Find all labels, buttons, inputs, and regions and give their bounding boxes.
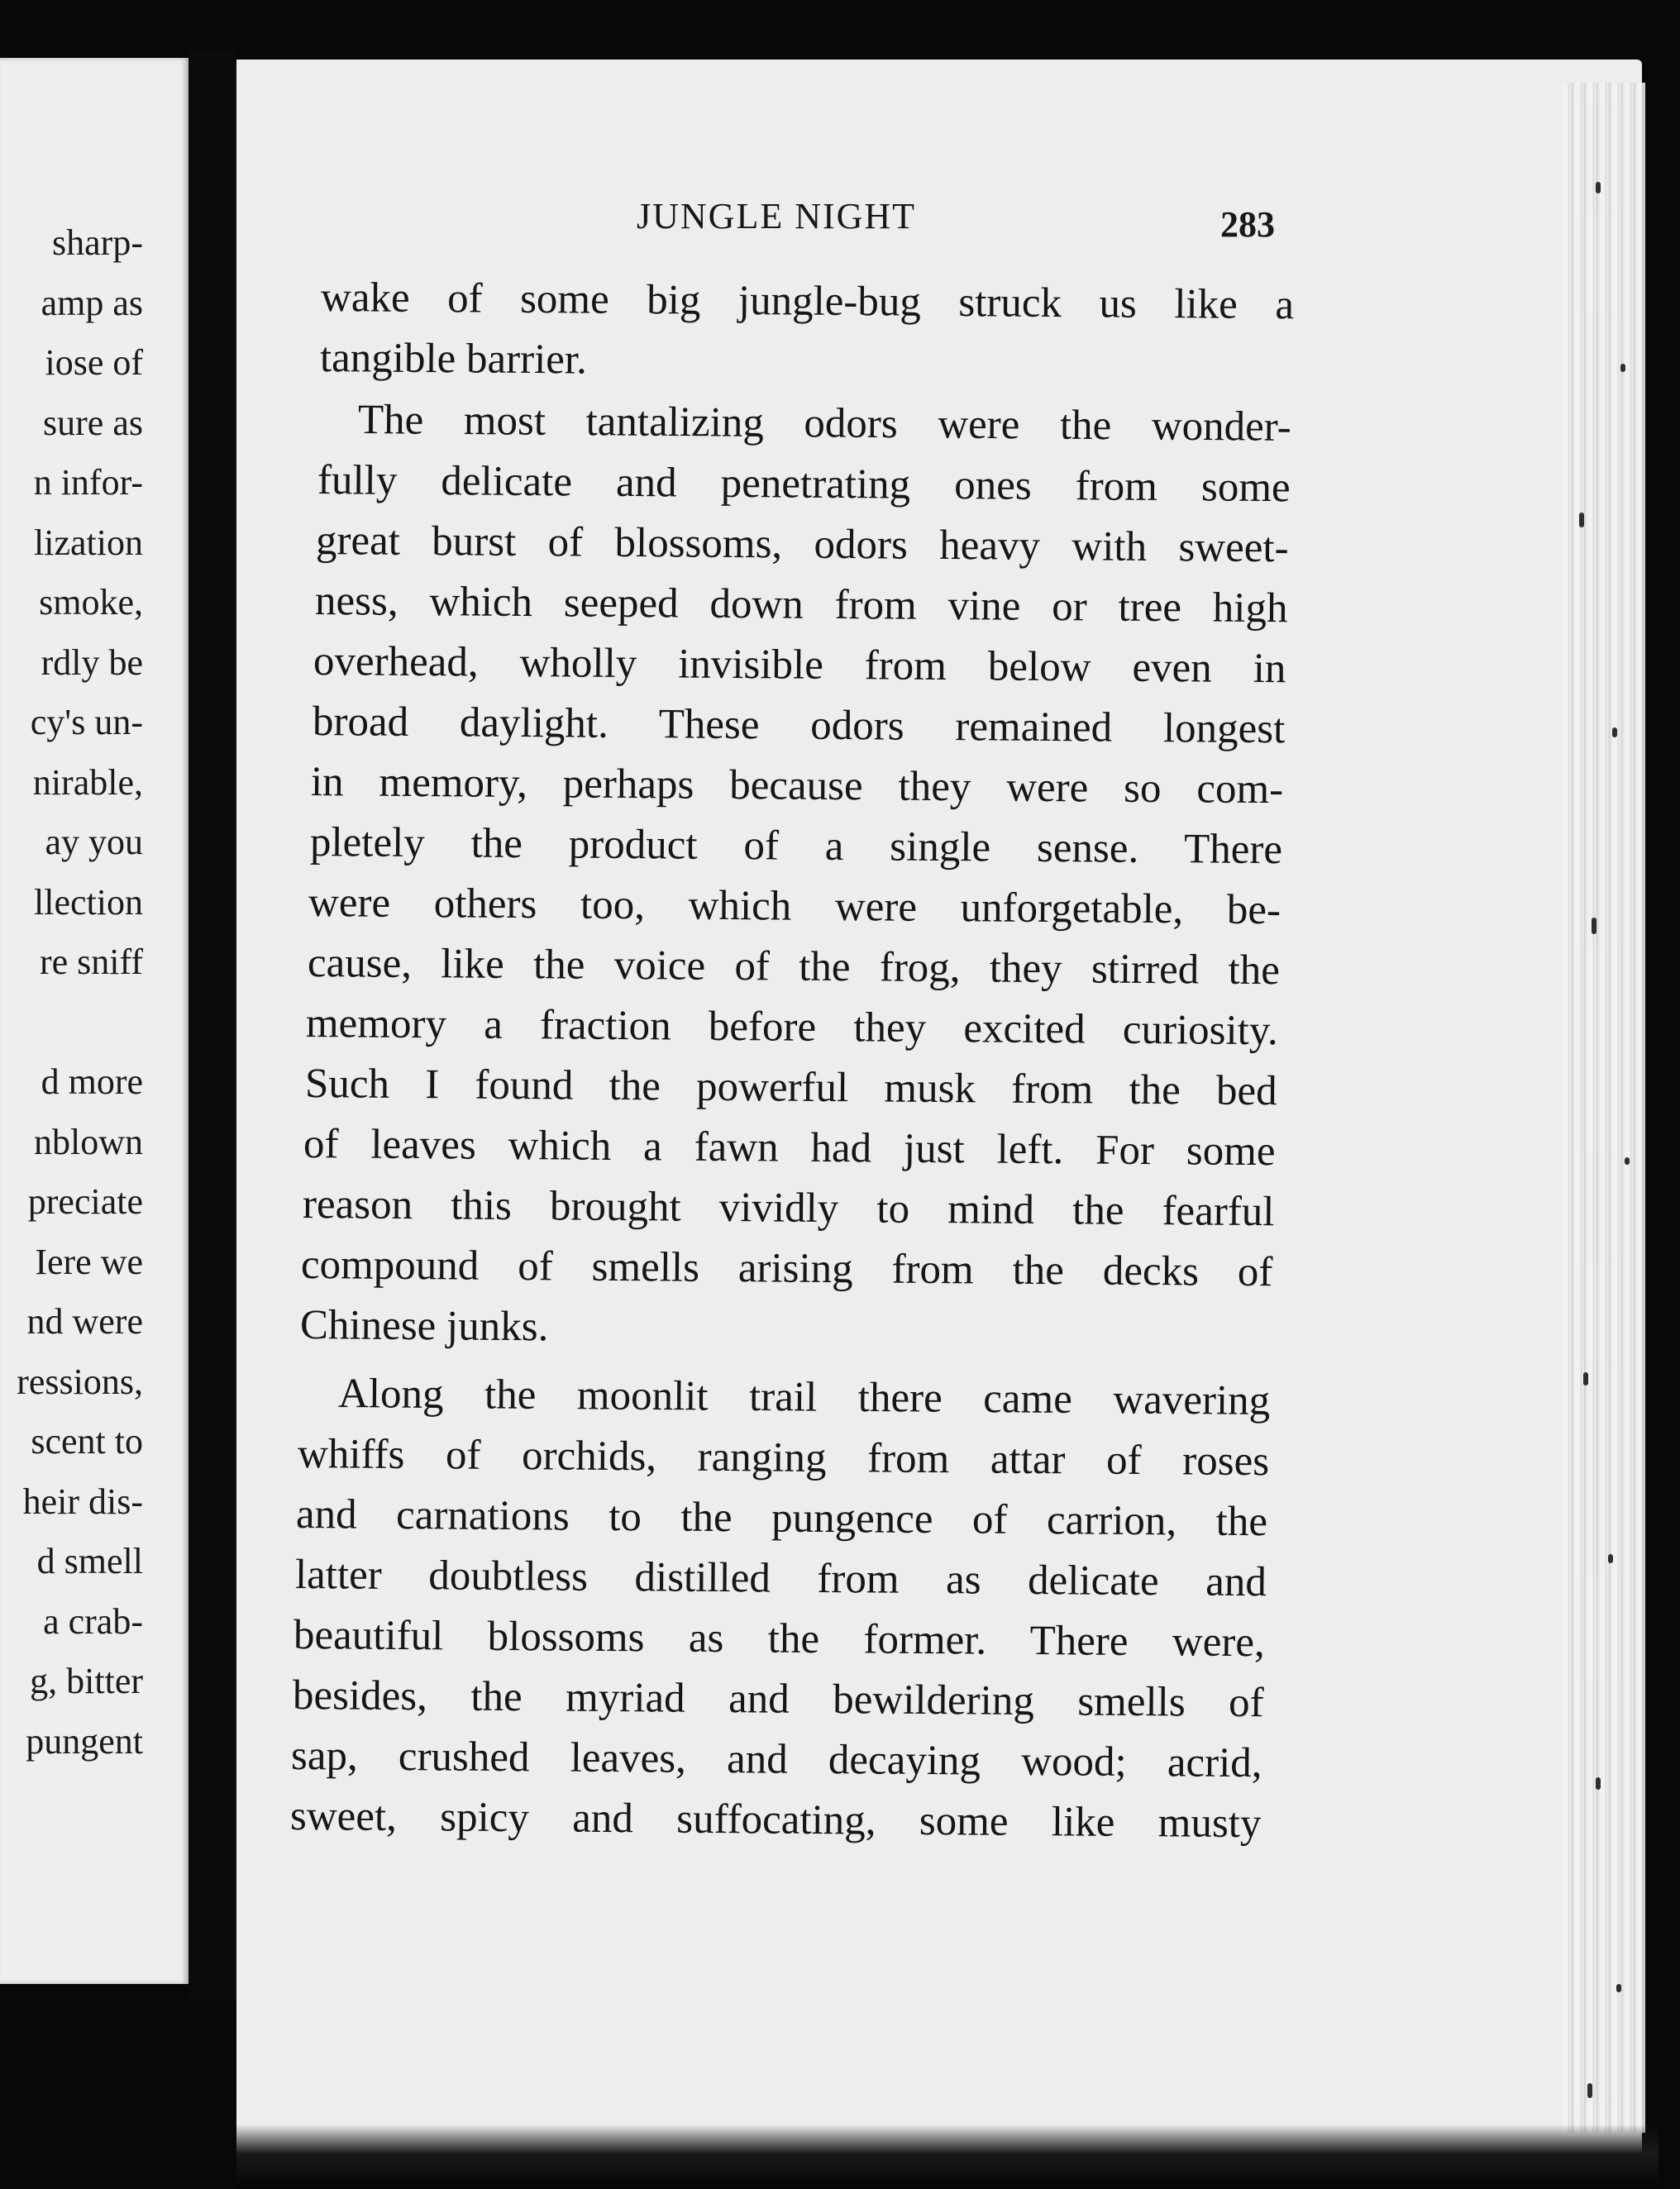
left-page-line: d more: [41, 1061, 143, 1102]
page-edge-mark: [1612, 727, 1617, 737]
text-line: The most tantalizing odors were the wonder-: [357, 397, 1291, 451]
page-edge-mark: [1587, 2083, 1592, 2098]
text-line: compound of smells arising from the decks of: [300, 1242, 1273, 1296]
text-line: besides, the myriad and bewildering smells of: [292, 1672, 1264, 1727]
page-edge-mark: [1620, 364, 1625, 372]
page-edge-mark: [1596, 182, 1601, 193]
left-page-line: nirable,: [32, 761, 143, 803]
text-line: wake of some big jungle-bug struck us like a: [320, 274, 1295, 329]
left-page-line: iose of: [45, 342, 143, 383]
text-line: whiffs of orchids, ranging from attar of roses: [297, 1431, 1269, 1486]
text-line: were others too, which were unforgetable, be-: [308, 880, 1281, 934]
text-line: Along the moonlit trail there came wavering: [337, 1371, 1271, 1424]
text-line: ness, which seeped down from vine or tree high: [314, 578, 1288, 632]
text-line: Chinese junks.: [299, 1302, 549, 1351]
text-line: tangible barrier.: [319, 335, 587, 384]
page-edge-mark: [1616, 1984, 1621, 1992]
page-edge-mark: [1596, 1777, 1601, 1790]
page-edge-mark: [1625, 1157, 1630, 1165]
bottom-shadow: [236, 2125, 1659, 2189]
page-edge-texture: [1563, 83, 1645, 2133]
text-line: in memory, perhaps because they were so com-: [310, 759, 1284, 813]
left-page-line: re sniff: [39, 942, 143, 982]
left-page-line: a crab-: [43, 1600, 143, 1642]
text-line: overhead, wholly invisible from below even in: [313, 638, 1286, 693]
text-line: sap, crushed leaves, and decaying wood; acrid,: [290, 1733, 1262, 1787]
left-page-line: nblown: [34, 1121, 143, 1162]
text-line: memory a fraction before they excited curiosity.: [305, 1000, 1278, 1055]
text-line: fully delicate and penetrating ones from some: [317, 457, 1291, 512]
left-page-line: lization: [34, 522, 143, 563]
left-page-line: sharp-: [52, 222, 143, 263]
text-line: and carnations to the pungence of carrion, the: [295, 1491, 1268, 1546]
left-page-line: d smell: [36, 1541, 143, 1581]
left-page-line: g, bitter: [30, 1661, 143, 1701]
left-page-line: nd were: [26, 1301, 143, 1342]
left-page-line: preciate: [27, 1181, 143, 1222]
left-page-line: cy's un-: [30, 702, 143, 742]
book-gutter: [189, 50, 236, 2001]
text-line: of leaves which a fawn had just left. For some: [303, 1121, 1276, 1176]
page-edge-mark: [1583, 1372, 1588, 1385]
text-line: Such I found the powerful musk from the bed: [304, 1061, 1277, 1115]
text-line: broad daylight. These odors remained longest: [312, 699, 1285, 753]
left-page-line: Iere we: [35, 1241, 143, 1282]
left-page-line: llection: [34, 881, 143, 923]
page-number: 283: [1220, 204, 1275, 245]
running-head: JUNGLE NIGHT: [637, 196, 917, 236]
left-page-line: heir dis-: [22, 1481, 143, 1522]
text-line: great burst of blossoms, odors heavy with sweet-: [315, 517, 1289, 572]
page-edge-mark: [1579, 513, 1584, 527]
page-edge-mark: [1608, 1554, 1613, 1563]
left-page-line: sure as: [43, 402, 143, 443]
left-page-line: n infor-: [33, 462, 143, 503]
left-page-line: smoke,: [39, 582, 143, 622]
left-facing-page: [0, 58, 189, 1984]
text-line: pletely the product of a single sense. There: [309, 819, 1282, 874]
page-edge-mark: [1592, 918, 1596, 934]
left-page-line: amp as: [41, 282, 143, 323]
left-page-line: ressions,: [17, 1361, 143, 1402]
text-line: sweet, spicy and suffocating, some like musty: [289, 1793, 1262, 1848]
left-page-line: scent to: [31, 1421, 143, 1462]
text-line: reason this brought vividly to mind the fearful: [302, 1181, 1275, 1236]
text-line: beautiful blossoms as the former. There were,: [293, 1612, 1265, 1667]
text-line: cause, like the voice of the frog, they stirred the: [307, 940, 1280, 994]
left-page-line: ay you: [45, 822, 143, 862]
left-page-line: pungent: [26, 1720, 143, 1762]
text-line: latter doubtless distilled from as delicate and: [294, 1552, 1267, 1606]
left-page-line: rdly be: [41, 641, 143, 683]
